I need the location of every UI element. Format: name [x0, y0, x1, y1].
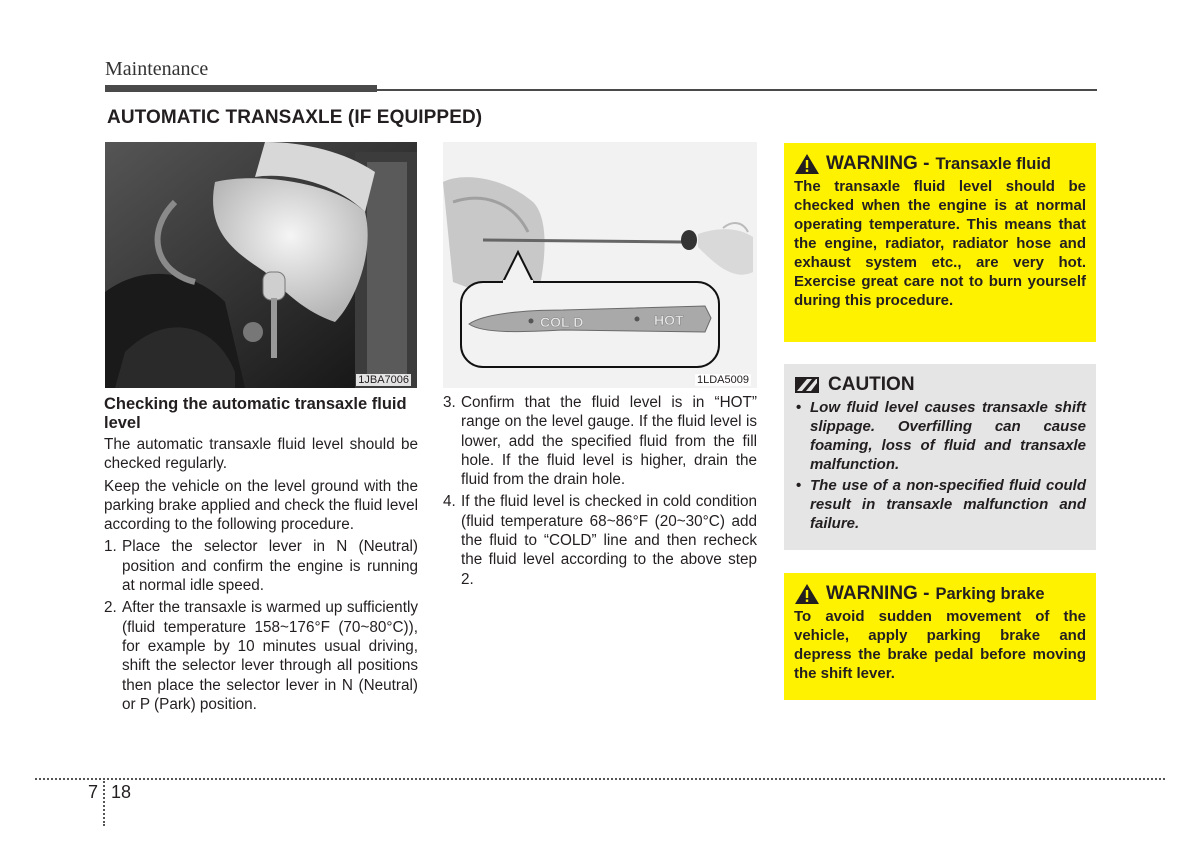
warning-box-transaxle-fluid — [784, 143, 1096, 342]
page-title: AUTOMATIC TRANSAXLE (IF EQUIPPED) — [107, 107, 483, 128]
step-item — [104, 598, 418, 714]
dipstick-illustration — [443, 142, 757, 388]
step-text: Place the selector lever in N (Neutral) position and confirm the engine is running at normal idle speed. — [122, 538, 418, 595]
header-rule — [377, 89, 1097, 91]
caution-stripe-icon — [794, 375, 820, 395]
step-item — [104, 537, 418, 595]
step-item — [443, 393, 757, 489]
step-number: 3. — [443, 394, 456, 411]
photo-code: 1LDA5009 — [697, 374, 749, 386]
dipstick-gauge-photo — [443, 142, 757, 388]
caution-label: CAUTION — [828, 374, 915, 395]
step-text: If the fluid level is checked in cold condition (fluid temperature 68~86°F (20~30°C) add the fluid to “COLD” line and then recheck the fluid level according to the above step 2. — [461, 493, 757, 588]
photo-code: 1JBA7006 — [358, 374, 409, 386]
warning-heading — [794, 153, 1086, 175]
subheading: Checking the automatic transaxle fluid level — [104, 395, 407, 432]
footer-dotted-rule — [35, 778, 1165, 780]
warning-heading — [794, 583, 1086, 605]
caution-box — [784, 364, 1096, 550]
caution-text: Low fluid level causes transaxle shift slippage. Overfilling can cause foaming, loss of fluid and transaxle malfunction. — [810, 399, 1086, 473]
paragraph: Keep the vehicle on the level ground with the parking brake applied and check the fluid level according to the following procedure. — [104, 477, 418, 534]
gauge-hot-mark: HOT — [654, 312, 684, 328]
caution-text: The use of a non-specified fluid could result in transaxle malfunction and failure. — [810, 477, 1086, 532]
footer-dotted-divider — [103, 778, 105, 826]
warning-label: WARNING - — [826, 153, 930, 174]
step-list — [104, 537, 418, 714]
step-number: 1. — [104, 538, 117, 556]
engine-dipstick-photo — [105, 142, 417, 388]
warning-subject: Transaxle fluid — [935, 155, 1051, 173]
warning-text: To avoid sudden movement of the vehicle, apply parking brake and depress the brake pedal before moving the shift lever. — [794, 608, 1086, 682]
step-text: After the transaxle is warmed up sufficiently (fluid temperature 158~176°F (70~80°C)), for example by 10 minutes usual driving, shift the selector lever through all positions then place the selector lever in N (Neutral) or P (Park) position. — [122, 599, 418, 713]
step-item — [443, 492, 757, 588]
caution-item: • The use of a non-specified fluid could result in transaxle malfunction and failure. — [796, 477, 1086, 532]
warning-triangle-icon — [794, 583, 820, 605]
caution-list — [794, 398, 1086, 533]
step-number: 4. — [443, 493, 456, 511]
header-bar — [105, 85, 377, 92]
chapter-number: 7 — [88, 782, 99, 802]
warning-label: WARNING - — [826, 583, 930, 604]
warning-subject: Parking brake — [935, 585, 1045, 603]
section-name: Maintenance — [105, 58, 209, 80]
column-1 — [104, 395, 418, 717]
warning-triangle-icon — [794, 153, 820, 175]
column-2 — [443, 393, 757, 592]
page-number: 18 — [111, 782, 132, 802]
step-list — [443, 393, 757, 589]
engine-bay-illustration — [105, 142, 417, 388]
paragraph: The automatic transaxle fluid level should be checked regularly. — [104, 436, 418, 473]
caution-heading — [794, 374, 1086, 396]
step-text: Confirm that the fluid level is in “HOT” range on the level gauge. If the fluid level is lower, add the specified fluid from the fill hole. If the fluid level is higher, drain the fluid from the drain hole. — [461, 394, 757, 489]
gauge-cold-mark: COL D — [540, 314, 584, 330]
caution-item: • Low fluid level causes transaxle shift slippage. Overfilling can cause foaming, loss of fluid and transaxle malfunction. — [796, 399, 1086, 473]
warning-box-parking-brake — [784, 573, 1096, 700]
step-number: 2. — [104, 599, 117, 617]
warning-text: The transaxle fluid level should be checked when the engine is at normal operating temperature. This means that the engine, radiator, radiator hose and exhaust system etc., are very hot. Exercise great care not to burn yourself during this procedure. — [794, 178, 1086, 309]
